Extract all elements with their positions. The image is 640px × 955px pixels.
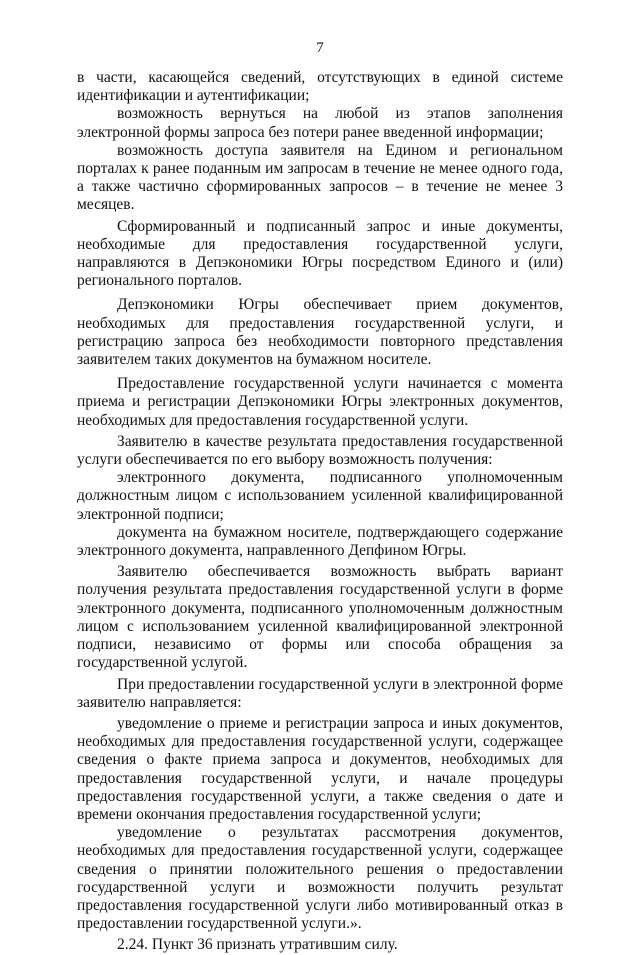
paragraph: уведомление о приеме и регистрации запроса и иных документов, необходимых для предоставления государственной услуги, содержащее сведения о факте приема запроса и документов, необходимых для предоставления государственной услуги, и начале процедуры предоставления государственной услуги, а также сведения о дате и времени окончания предоставления государственной услуги; <box>77 714 563 823</box>
paragraph: Сформированный и подписанный запрос и иные документы, необходимые для предоставления государственной услуги, направляются в Депэкономики Югры посредством Единого и (или) регионального порталов. <box>77 217 563 290</box>
paragraph: Заявителю в качестве результата предоставления государственной услуги обеспечивается по его выбору возможность получения: <box>77 432 563 469</box>
paragraph: уведомление о результатах рассмотрения документов, необходимых для предоставления государственной услуги, содержащее сведения о принятии положительного решения о предоставлении государственной услуги и возможности получить результат предоставления государственной услуги либо мотивированный отказ в предоставлении государственной услуги.». <box>77 824 563 933</box>
paragraph: Предоставление государственной услуги начинается с момента приема и регистрации Депэкономики Югры электронных документов, необходимых для предоставления государственной услуги. <box>77 375 563 429</box>
paragraph: Депэкономики Югры обеспечивает прием документов, необходимых для предоставления государственной услуги, и регистрацию запроса без необходимости повторного представления заявителем таких документов на бумажном носителе. <box>77 296 563 369</box>
document-body <box>77 69 563 955</box>
paragraph: документа на бумажном носителе, подтверждающего содержание электронного документа, направленного Депфином Югры. <box>77 523 563 560</box>
paragraph: Заявителю обеспечивается возможность выбрать вариант получения результата предоставления государственной услуги в форме электронного документа, подписанного уполномоченным должностным лицом с использованием усиленной квалифицированной электронной подписи, независимо от формы или способа обращения за государственной услугой. <box>77 563 563 672</box>
paragraph: электронного документа, подписанного уполномоченным должностным лицом с использованием усиленной квалифицированной электронной подписи; <box>77 469 563 523</box>
paragraph: возможность доступа заявителя на Едином и региональном порталах к ранее поданным им запросам в течение не менее одного года, а также частично сформированных запросов – в течение не менее 3 месяцев. <box>77 141 563 214</box>
paragraph: При предоставлении государственной услуги в электронной форме заявителю направляется: <box>77 675 563 711</box>
page-number: 7 <box>316 40 324 56</box>
paragraph: возможность вернуться на любой из этапов заполнения электронной формы запроса без потери ранее введенной информации; <box>77 105 563 141</box>
paragraph: 2.24. Пункт 36 признать утратившим силу. <box>117 936 398 954</box>
paragraph: в части, касающейся сведений, отсутствующих в единой системе идентификации и аутентификации; <box>77 69 563 105</box>
